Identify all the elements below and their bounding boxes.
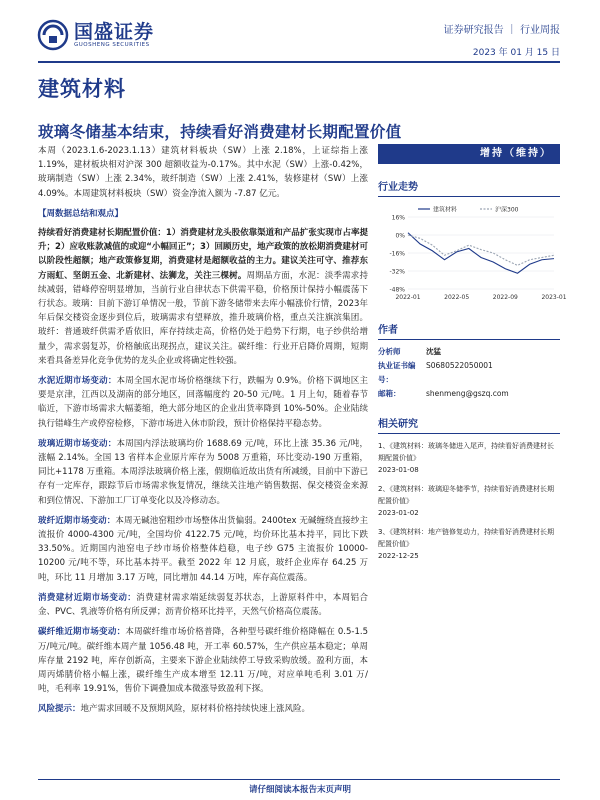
analyst-row: [378, 345, 560, 359]
glass-text: 本周国内浮法玻璃均价 1688.69 元/吨，环比上涨 35.36 元/吨，涨幅 2.14%。全国 13 省样本企业原片库存为 5008 万重箱，环比变动-190 万重箱，同比+1178 万重箱。本周浮法玻璃价格上涨，假期临近故出货有所减缓，目前中下游已存有一定库存，跟踪节后市场需求恢复情况，继续关注地产销售数据、保交楼资金来源和到位情况、下游加工厂订单变化以及冷修动态。: [38, 438, 368, 506]
carbon-title: 碳纤维近期市场变动：: [38, 627, 126, 638]
email-row: [378, 387, 560, 401]
footer-disclaimer: 请仔细阅读本报告末页声明: [248, 785, 351, 795]
trend-title: 行业走势: [378, 178, 560, 197]
analyst-label: 分析师: [378, 347, 401, 356]
legend-label: 建筑材料: [433, 206, 458, 214]
trend-chart: [378, 205, 567, 305]
related-title: 相关研究: [378, 415, 560, 434]
related-item[interactable]: [378, 440, 560, 476]
fiber-paragraph: [38, 514, 368, 585]
report-headline: 玻璃冬储基本结束，持续看好消费建材长期配置价值: [38, 123, 402, 141]
carbon-paragraph: [38, 625, 368, 696]
consumer-title: 消费建材近期市场变动：: [38, 592, 137, 603]
related-item-date: 2023-01-02: [378, 509, 419, 517]
related-item-date: 2022-12-25: [378, 552, 419, 560]
x-tick-label: 2023-01: [541, 294, 567, 301]
related-item[interactable]: [378, 526, 560, 562]
author-title: 作者: [378, 321, 560, 340]
consumer-text: 消费建材需求端延续弱复苏状态，上游原料件中，本周铝合金、PVC、乳液等价格有所反弹；沥青价格环比持平，天然气价格高位震荡。: [38, 592, 368, 618]
intro-paragraph: 本周（2023.1.6-2023.1.13）建筑材料板块（SW）上涨 2.18%，上证综指上涨 1.19%，建材板块相对沪深 300 超额收益为-0.17%。其中水泥（SW）上涨-0.42%，玻璃制造（SW）上涨 2.34%，玻纤制造（SW）上涨 2.41%，装修建材（SW）上涨 4.09%。本周建筑材料板块（SW）资金净流入额为 -7.87 亿元。: [38, 146, 368, 199]
company-logo: [38, 20, 154, 50]
cert-label: 执业证书编号：: [378, 361, 416, 384]
related-item-title: 3、《建筑材料：地产链修复动力，持续看好消费建材长期配置价值》: [378, 528, 554, 548]
x-tick-label: 2022-01: [395, 294, 421, 301]
related-item-title: 1、《建筑材料：玻璃冬储进入尾声，持续看好消费建材长期配置价值》: [378, 442, 554, 462]
email-value[interactable]: shenmeng@gszq.com: [426, 389, 509, 398]
cement-paragraph: [38, 374, 368, 431]
main-column: [38, 144, 368, 723]
cement-title: 水泥近期市场变动：: [38, 376, 117, 387]
cement-text: 本周全国水泥市场价格继续下行，跌幅为 0.9%。价格下调地区主要是京津，江西以及湖南的部分地区，回落幅度约 20-50 元/吨。1 月上旬，随着春节临近，下游市场需求大幅萎缩，绝大部分地区的企业出货率降到 10%-50%。企业陆续执行错峰生产或停窑检修，下游市场进入休市阶段，预计价格保持平稳态势。: [38, 376, 368, 429]
glass-paragraph: [38, 437, 368, 508]
y-tick-label: -32%: [389, 268, 405, 276]
y-tick-label: -16%: [389, 250, 405, 258]
sidebar: [378, 144, 567, 569]
risk-text: 地产需求回暖不及预期风险，原材料价格持续快速上涨风险。: [80, 704, 311, 715]
logo-cn-text: 国盛证券: [74, 21, 155, 43]
report-type: 证券研究报告 ｜ 行业周报: [443, 25, 560, 36]
risk-title: 风险提示：: [38, 704, 81, 715]
series-line: [408, 235, 554, 265]
y-tick-label: 16%: [391, 214, 405, 222]
view-normal: 周期品方面，水泥：淡季需求持续减弱，错峰停窑明显增加，当前行业自律状态下供需平稳，价格预计保持小幅震荡下行状态。玻璃：目前下游订单情况一般，节前下游冬储带来去库小幅涨价行情，2023年年后保交楼资金逐步到位后，玻璃需求有望释放，推升玻璃价格，重点关注旗滨集团。玻纤：普通玻纤供需矛盾依旧，库存持续走高，价格仍处于趋势下行期，电子纱供给增量少，需求弱复苏，价格触底出现拐点，建议关注。碳纤维：行业开启降价周期，短期来看具备差异化竞争优势的龙头企业或将确定性较强。: [38, 270, 368, 366]
y-tick-label: 0%: [395, 232, 405, 240]
related-item-title: 2、《建筑材料：玻璃迎冬储季节，持续看好消费建材长期配置价值》: [378, 485, 554, 505]
fiber-title: 玻纤近期市场变动：: [38, 515, 116, 526]
y-tick-label: -48%: [389, 286, 405, 294]
consumer-paragraph: [38, 591, 368, 619]
analyst-name: 沈猛: [426, 347, 441, 356]
related-list: [378, 440, 560, 562]
view-bold: 持续看好消费建材长期配置价值：1）消费建材龙头股依靠渠道和产品扩张实现市占率提升；2）应收账款减值的或迎“小幅回正”；3）回顾历史，地产政策的放松期消费建材可以阶段性超额；地产政策修复期，消费建材是超额收益的主力。建议关注可守、推荐东方雨虹、坚朗五金、北新建材、法狮龙，关注三棵树。: [38, 228, 368, 281]
fiber-text: 本周无碱池窑粗纱市场整体出货偏弱。2400tex 无碱缠绕直接纱主流报价 4000-4300 元/吨，全国均价 4122.75 元/吨，均价环比基本持平，同比下跌 33.50%。近期国内池窑电子纱市场价格整体趋稳，电子纱 G75 主流报价 10000-10200 元/吨不等，环比基本持平。截至 2022 年 12 月底，玻纤企业库存 64.25 万吨，环比 11 月增加 3.17 万吨，同比增加 44.14 万吨，库存高位震荡。: [38, 515, 368, 583]
legend-label: 沪深300: [495, 206, 519, 214]
report-date: 2023 年 01 月 15 日: [472, 48, 560, 58]
logo-emblem-icon: [38, 20, 68, 50]
logo-en-text: GUOSHENG SECURITIES: [74, 42, 150, 48]
view-paragraph: [38, 226, 368, 368]
header-divider: [38, 61, 560, 63]
rating-badge: 增持（维持）: [378, 144, 560, 164]
x-tick-label: 2022-05: [444, 294, 470, 301]
cert-row: [378, 359, 560, 387]
carbon-text: 本周碳纤维市场价格普降，各种型号碳纤维价格降幅在 0.5-1.5 万/吨元/吨。碳纤维本周产量 1056.48 吨，开工率 60.57%，生产供应基本稳定；单周库存量 2192 吨，库存创新高，主要来下游企业陆续停工导致采购放缓。盈利方面，本周丙烯腈价格小幅上涨，碳纤维生产成本增至 12.11 万/吨，对应单吨毛利 3.01 万/吨，毛利率 19.91%，售价下调叠加成本微涨导致盈利下探。: [38, 627, 368, 695]
related-item-date: 2023-01-08: [378, 466, 419, 474]
email-label: 邮箱：: [378, 389, 401, 398]
footer-divider: [38, 779, 560, 780]
industry-title: 建筑材料: [38, 77, 126, 101]
x-tick-label: 2022-09: [492, 294, 518, 301]
cert-value: S0680522050001: [426, 361, 493, 370]
glass-title: 玻璃近期市场变动：: [38, 438, 117, 449]
related-item[interactable]: [378, 483, 560, 519]
section-title: 【周数据总结和观点】: [38, 208, 124, 219]
risk-paragraph: [38, 702, 368, 716]
